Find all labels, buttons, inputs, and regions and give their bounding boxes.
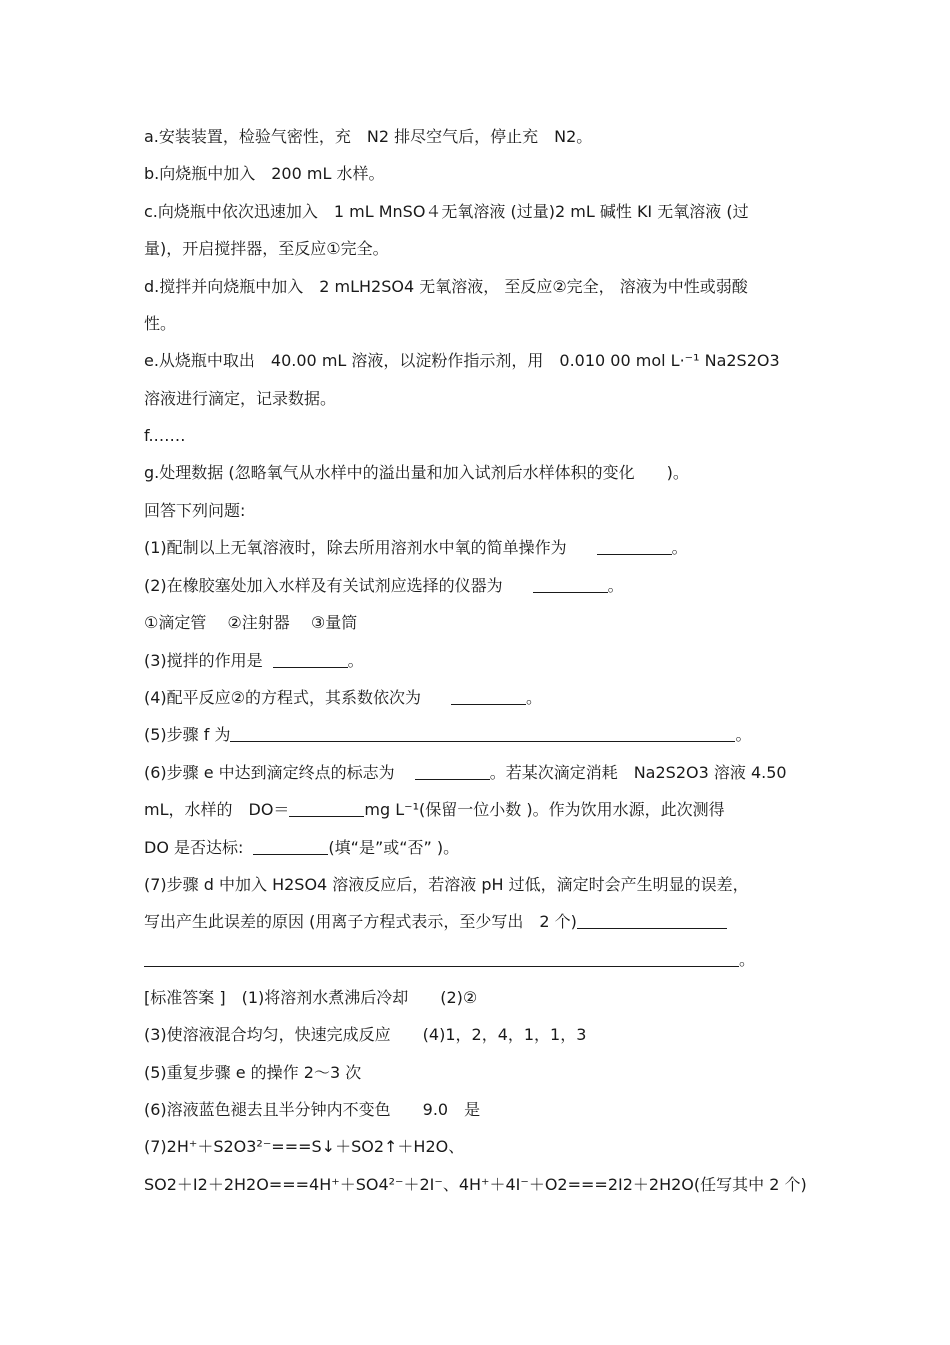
answer-blank[interactable] bbox=[230, 725, 735, 742]
answer-blank[interactable] bbox=[289, 800, 364, 817]
question-6-line1 bbox=[144, 762, 787, 784]
question-6-period: 。 bbox=[489, 763, 506, 782]
step-c-line1: c.向烧瓶中依次迅速加入 1 mL MnSO４无氧溶液 (过量)2 mL 碱性 KI 无氧溶液 (过 bbox=[144, 202, 749, 221]
step-e-line2: 溶液进行滴定，记录数据。 bbox=[144, 389, 337, 408]
question-6-line2 bbox=[144, 799, 725, 821]
step-a: a.安装装置，检验气密性，充 N2 排尽空气后，停止充 N2。 bbox=[144, 127, 593, 146]
question-1-text: (1)配制以上无氧溶液时，除去所用溶剂水中氧的简单操作为 bbox=[144, 538, 567, 557]
question-5 bbox=[144, 724, 752, 746]
question-7-line2 bbox=[144, 911, 727, 933]
question-7-line3 bbox=[144, 949, 755, 971]
question-6-text-c-post: mg L⁻¹(保留一位小数 )。作为饮用水源，此次测得 bbox=[364, 800, 725, 819]
answer-line1: [标准答案 ] (1)将溶剂水煮沸后冷却 (2)② bbox=[144, 988, 478, 1007]
question-4-period: 。 bbox=[526, 688, 543, 707]
answer-line5: (7)2H⁺＋S2O3²⁻===S↓＋SO2↑＋H2O、 bbox=[144, 1137, 465, 1156]
answer-blank[interactable] bbox=[597, 538, 672, 555]
answer-blank[interactable] bbox=[253, 838, 328, 855]
questions-intro: 回答下列问题: bbox=[144, 501, 246, 520]
question-7-line1: (7)步骤 d 中加入 H2SO4 溶液反应后，若溶液 pH 过低，滴定时会产生明显的误差， bbox=[144, 875, 749, 894]
question-2-period: 。 bbox=[607, 576, 624, 595]
question-5-text: (5)步骤 f 为 bbox=[144, 725, 231, 744]
answer-blank[interactable] bbox=[533, 576, 608, 593]
answer-line4: (6)溶液蓝色褪去且半分钟内不变色 9.0 是 bbox=[144, 1100, 481, 1119]
step-d-line1: d.搅拌并向烧瓶中加入 2 mLH2SO4 无氧溶液， 至反应②完全， 溶液为中性或弱酸 bbox=[144, 277, 748, 296]
question-1-period: 。 bbox=[671, 538, 688, 557]
step-c-line2: 量)，开启搅拌器，至反应①完全。 bbox=[144, 239, 389, 258]
question-2-options: ①滴定管 ②注射器 ③量筒 bbox=[144, 613, 358, 632]
question-2 bbox=[144, 575, 624, 597]
step-e-line1: e.从烧瓶中取出 40.00 mL 溶液，以淀粉作指示剂，用 0.010 00 mol L·⁻¹ Na2S2O3 bbox=[144, 351, 780, 370]
question-3-text: (3)搅拌的作用是 bbox=[144, 651, 263, 670]
question-6-text-d-post: (填“是”或“否” )。 bbox=[328, 838, 460, 857]
question-3-period: 。 bbox=[347, 651, 364, 670]
question-4-text: (4)配平反应②的方程式，其系数依次为 bbox=[144, 688, 422, 707]
question-3 bbox=[144, 650, 364, 672]
answer-line3: (5)重复步骤 e 的操作 2～3 次 bbox=[144, 1063, 362, 1082]
question-4 bbox=[144, 687, 542, 709]
question-7-period: 。 bbox=[739, 950, 756, 969]
answer-blank[interactable] bbox=[415, 763, 490, 780]
step-b: b.向烧瓶中加入 200 mL 水样。 bbox=[144, 164, 385, 183]
answer-blank[interactable] bbox=[273, 651, 348, 668]
answer-blank[interactable] bbox=[451, 688, 526, 705]
question-6-text-b: 若某次滴定消耗 Na2S2O3 溶液 4.50 bbox=[505, 763, 787, 782]
question-6-line3 bbox=[144, 837, 459, 859]
question-6-text-d-pre: DO 是否达标: bbox=[144, 838, 244, 857]
question-2-text: (2)在橡胶塞处加入水样及有关试剂应选择的仪器为 bbox=[144, 576, 503, 595]
answer-line2: (3)使溶液混合均匀，快速完成反应 (4)1，2，4，1，1，3 bbox=[144, 1025, 587, 1044]
step-g: g.处理数据 (忽略氧气从水样中的溢出量和加入试剂后水样体积的变化 )。 bbox=[144, 463, 689, 482]
question-5-period: 。 bbox=[735, 725, 752, 744]
question-6-text-a: (6)步骤 e 中达到滴定终点的标志为 bbox=[144, 763, 395, 782]
question-6-text-c-pre: mL，水样的 DO＝ bbox=[144, 800, 290, 819]
answer-line6: SO2＋I2＋2H2O===4H⁺＋SO4²⁻＋2I⁻、4H⁺＋4I⁻＋O2===2I2＋2H2O(任写其中 2 个) bbox=[144, 1175, 807, 1194]
question-1 bbox=[144, 537, 688, 559]
question-7-text-b: 写出产生此误差的原因 (用离子方程式表示，至少写出 2 个) bbox=[144, 912, 577, 931]
step-d-line2: 性。 bbox=[144, 314, 177, 333]
answer-blank[interactable] bbox=[144, 950, 739, 967]
answer-blank[interactable] bbox=[577, 912, 727, 929]
step-f: f.…… bbox=[144, 426, 186, 445]
